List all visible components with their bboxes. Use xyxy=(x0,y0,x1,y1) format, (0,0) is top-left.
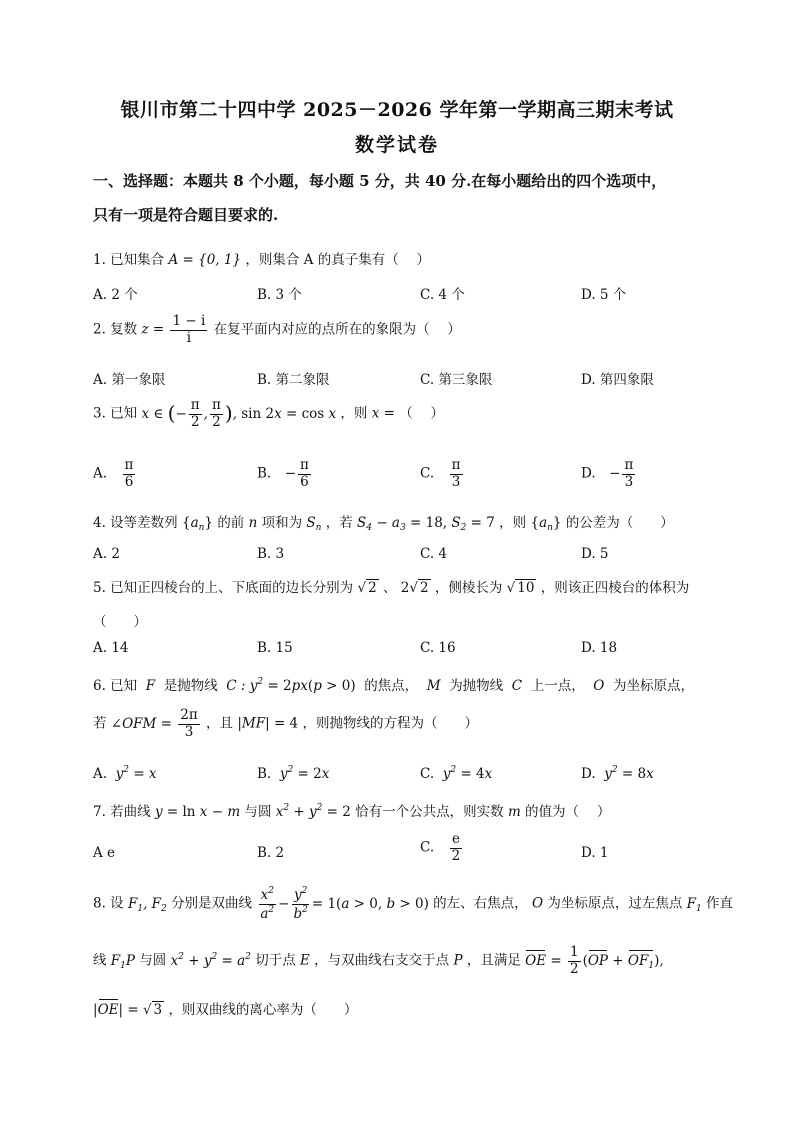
q3-option-a[interactable]: A. $\frac{\pi}{6}$ xyxy=(93,457,134,490)
q4-mid4: ，则 xyxy=(499,515,527,531)
section-heading-line2: 只有一项是符合题目要求的. xyxy=(93,206,279,224)
q1-post: ，则集合 A 的真子集有（ ） xyxy=(245,252,430,268)
q3-var: x = xyxy=(371,405,395,422)
q4-option-a[interactable]: A. 2 xyxy=(93,546,120,562)
q2-pre: 2. 复数 xyxy=(93,321,138,338)
q7-m: m xyxy=(507,804,521,820)
q7-option-a[interactable]: A e xyxy=(93,845,116,861)
q2-option-b[interactable]: B. 第二象限 xyxy=(257,372,330,388)
q8-line2-mid3: ，与双曲线右支交于点 xyxy=(314,952,450,969)
q5-option-c[interactable]: C. 16 xyxy=(420,640,456,656)
q4-post: 的公差为（ ） xyxy=(565,515,674,531)
q8-hyperbola: $\frac{x^2}{a^2}$ − $\frac{y^2}{b^2}$ = 1(a > 0, b > 0) xyxy=(260,886,429,922)
q7-curve: y = ln x − m xyxy=(154,804,241,820)
q4-cond: $S_4 - a_3 = 18$, $S_2 = 7$ xyxy=(357,515,495,533)
q2-fraction: $\frac{1 - i}{i}$ xyxy=(172,313,206,346)
q6-mf: |MF| = 4 xyxy=(237,715,299,732)
q2-formula: z = xyxy=(141,321,165,338)
question-7 xyxy=(93,800,610,820)
exam-subtitle: 数学试卷 xyxy=(354,134,439,156)
q5-root2: √ 2 xyxy=(357,580,377,596)
q2-option-a[interactable]: A. 第一象限 xyxy=(93,372,166,388)
q5-option-b[interactable]: B. 15 xyxy=(257,640,293,656)
q1-pre: 1. 已知集合 xyxy=(93,252,165,268)
q7-post: 的值为（ ） xyxy=(525,804,611,820)
question-5 xyxy=(93,576,689,596)
q2-post: 在复平面内对应的点所在的象限为（ ） xyxy=(213,321,461,338)
q6-F: F xyxy=(141,678,160,694)
q6-mid5: 为坐标原点， xyxy=(612,678,694,694)
q4-seq: $\{a_n\}$ xyxy=(181,515,214,533)
q3-condition: x ∈ (− $\frac{\pi}{2}$ , $\frac{\pi}{2}$ ), sin 2x = cos x xyxy=(141,397,337,430)
q3-option-b[interactable]: B. − $\frac{\pi}{6}$ xyxy=(257,457,309,490)
q8-mid2: 的左、右焦点， xyxy=(433,895,528,912)
question-6 xyxy=(93,674,694,694)
q3-post: ，则 xyxy=(340,405,368,422)
q1-option-b[interactable]: B. 3 个 xyxy=(257,287,302,303)
q4-mid2: 项和为 xyxy=(261,515,303,531)
q7-option-b[interactable]: B. 2 xyxy=(257,845,285,861)
q1-option-c[interactable]: C. 4 个 xyxy=(420,287,465,303)
q6-mid3: 为抛物线 xyxy=(449,678,504,694)
exam-title: 银川市第二十四中学 2025－2026 学年第一学期高三期末考试 xyxy=(120,99,674,121)
question-3 xyxy=(93,398,444,430)
q4-mid1: 的前 xyxy=(217,515,245,531)
q4-pre: 4. 设等差数列 xyxy=(93,515,178,531)
q8-pre: 8. 设 xyxy=(93,895,124,912)
q5-paren: （ ） xyxy=(93,614,147,630)
q1-option-a[interactable]: A. 2 个 xyxy=(93,287,138,303)
q6-option-c[interactable]: C. $y^2 = 4x$ xyxy=(420,765,493,782)
q4-sn: $S_n$ xyxy=(306,515,322,533)
q2-option-d[interactable]: D. 第四象限 xyxy=(581,372,654,388)
q8-F1: $F_1$ xyxy=(686,895,702,914)
q8-line: $F_1P$ xyxy=(110,952,135,971)
q6-C: C xyxy=(507,678,527,694)
question-2 xyxy=(93,314,461,346)
q6-line2-pre: 若 xyxy=(93,715,107,732)
q6-line2-mid: ，且 xyxy=(206,715,234,732)
q1-set: A = {0, 1} xyxy=(168,252,242,268)
q6-mid4: 上一点， xyxy=(530,678,585,694)
q5-mid2: ，侧棱长为 xyxy=(434,580,503,596)
q5-option-a[interactable]: A. 14 xyxy=(93,640,129,656)
q6-O: O xyxy=(589,678,609,694)
q8-O: O xyxy=(531,895,544,912)
q4-option-d[interactable]: D. 5 xyxy=(581,546,609,562)
q8-line2-mid1: 与圆 xyxy=(139,952,167,969)
question-8-line3 xyxy=(93,998,357,1018)
q1-option-d[interactable]: D. 5 个 xyxy=(581,287,627,303)
q6-pre: 6. 已知 xyxy=(93,678,138,694)
q4-option-b[interactable]: B. 3 xyxy=(257,546,285,562)
q8-line2-mid4: ，且满足 xyxy=(466,952,521,969)
q6-option-a[interactable]: A. $y^2 = x$ xyxy=(93,765,157,782)
q8-line3-post: ，则双曲线的离心率为（ ） xyxy=(168,1002,358,1018)
q3-pre: 3. 已知 xyxy=(93,405,138,422)
question-8 xyxy=(93,886,733,922)
q6-M: M xyxy=(422,678,445,694)
q7-pre: 7. 若曲线 xyxy=(93,804,151,820)
q8-line2-pre: 线 xyxy=(93,952,107,969)
q8-P: P xyxy=(453,952,463,969)
q5-pre: 5. 已知正四棱台的上、下底面的边长分别为 xyxy=(93,580,354,596)
q8-mid1: 分别是双曲线 xyxy=(171,895,253,912)
q4-n: n xyxy=(248,515,258,531)
q6-mid2: 的焦点， xyxy=(364,678,419,694)
q8-circle: $x^2 + y^2 = a^2$ xyxy=(170,951,251,969)
q7-mid1: 与圆 xyxy=(244,804,272,820)
q4-mid3: ，若 xyxy=(325,515,353,531)
question-1 xyxy=(93,248,430,268)
question-4 xyxy=(93,511,674,533)
q5-2root2: 2√ 2 xyxy=(400,580,429,596)
q6-mid1: 是抛物线 xyxy=(163,678,218,694)
q6-parabola: C : $y^2 = 2px(p > 0)$ xyxy=(222,677,356,694)
section-heading xyxy=(93,164,713,232)
q8-norm: |OE| = √ 3 xyxy=(93,1002,163,1018)
q2-option-c[interactable]: C. 第三象限 xyxy=(420,372,493,388)
q8-E: E xyxy=(300,952,310,969)
q7-option-c[interactable]: C. $\frac{e}{2}$ xyxy=(420,831,461,864)
q5-option-d[interactable]: D. 18 xyxy=(581,640,618,656)
q3-option-c[interactable]: C. $\frac{\pi}{3}$ xyxy=(420,457,461,490)
q5-root10: √ 10 xyxy=(506,580,535,596)
q6-option-d[interactable]: D. $y^2 = 8x$ xyxy=(581,765,654,782)
q5-post: ，则该正四棱台的体积为 xyxy=(540,580,690,596)
q8-line2-mid2: 切于点 xyxy=(255,952,296,969)
q7-mid2: 恰有一个公共点，则实数 xyxy=(355,804,504,820)
q7-option-d[interactable]: D. 1 xyxy=(581,845,609,861)
q3-post2: （ ） xyxy=(399,405,445,422)
q6-option-b[interactable]: B. $y^2 = 2x$ xyxy=(257,765,330,782)
q8-mid3: 为坐标原点，过左焦点 xyxy=(547,895,683,912)
q3-option-d[interactable]: D. − $\frac{\pi}{3}$ xyxy=(581,457,634,490)
q4-seq2: $\{a_n\}$ xyxy=(530,515,562,533)
q6-angle: ∠OFM = $\frac{2\pi}{3}$ xyxy=(110,707,198,740)
q7-circle: $x^2 + y^2 = 2$ xyxy=(275,803,351,820)
question-6-line2 xyxy=(93,708,478,740)
q5-mid: 、 xyxy=(382,580,397,596)
question-8-line2 xyxy=(93,945,664,977)
q8-vector-eq: OE = $\frac{1}{2}$ $(OP + OF_1)$, xyxy=(525,944,664,977)
q6-line2-post: ，则抛物线的方程为（ ） xyxy=(302,715,478,732)
q8-foci: $F_1$, $F_2$ xyxy=(127,895,167,914)
q4-option-c[interactable]: C. 4 xyxy=(420,546,448,562)
q8-mid4: 作直 xyxy=(706,895,734,912)
section-heading-line1: 一、选择题：本题共 8 个小题，每小题 5 分，共 40 分.在每小题给出的四个选项中， xyxy=(93,172,667,190)
